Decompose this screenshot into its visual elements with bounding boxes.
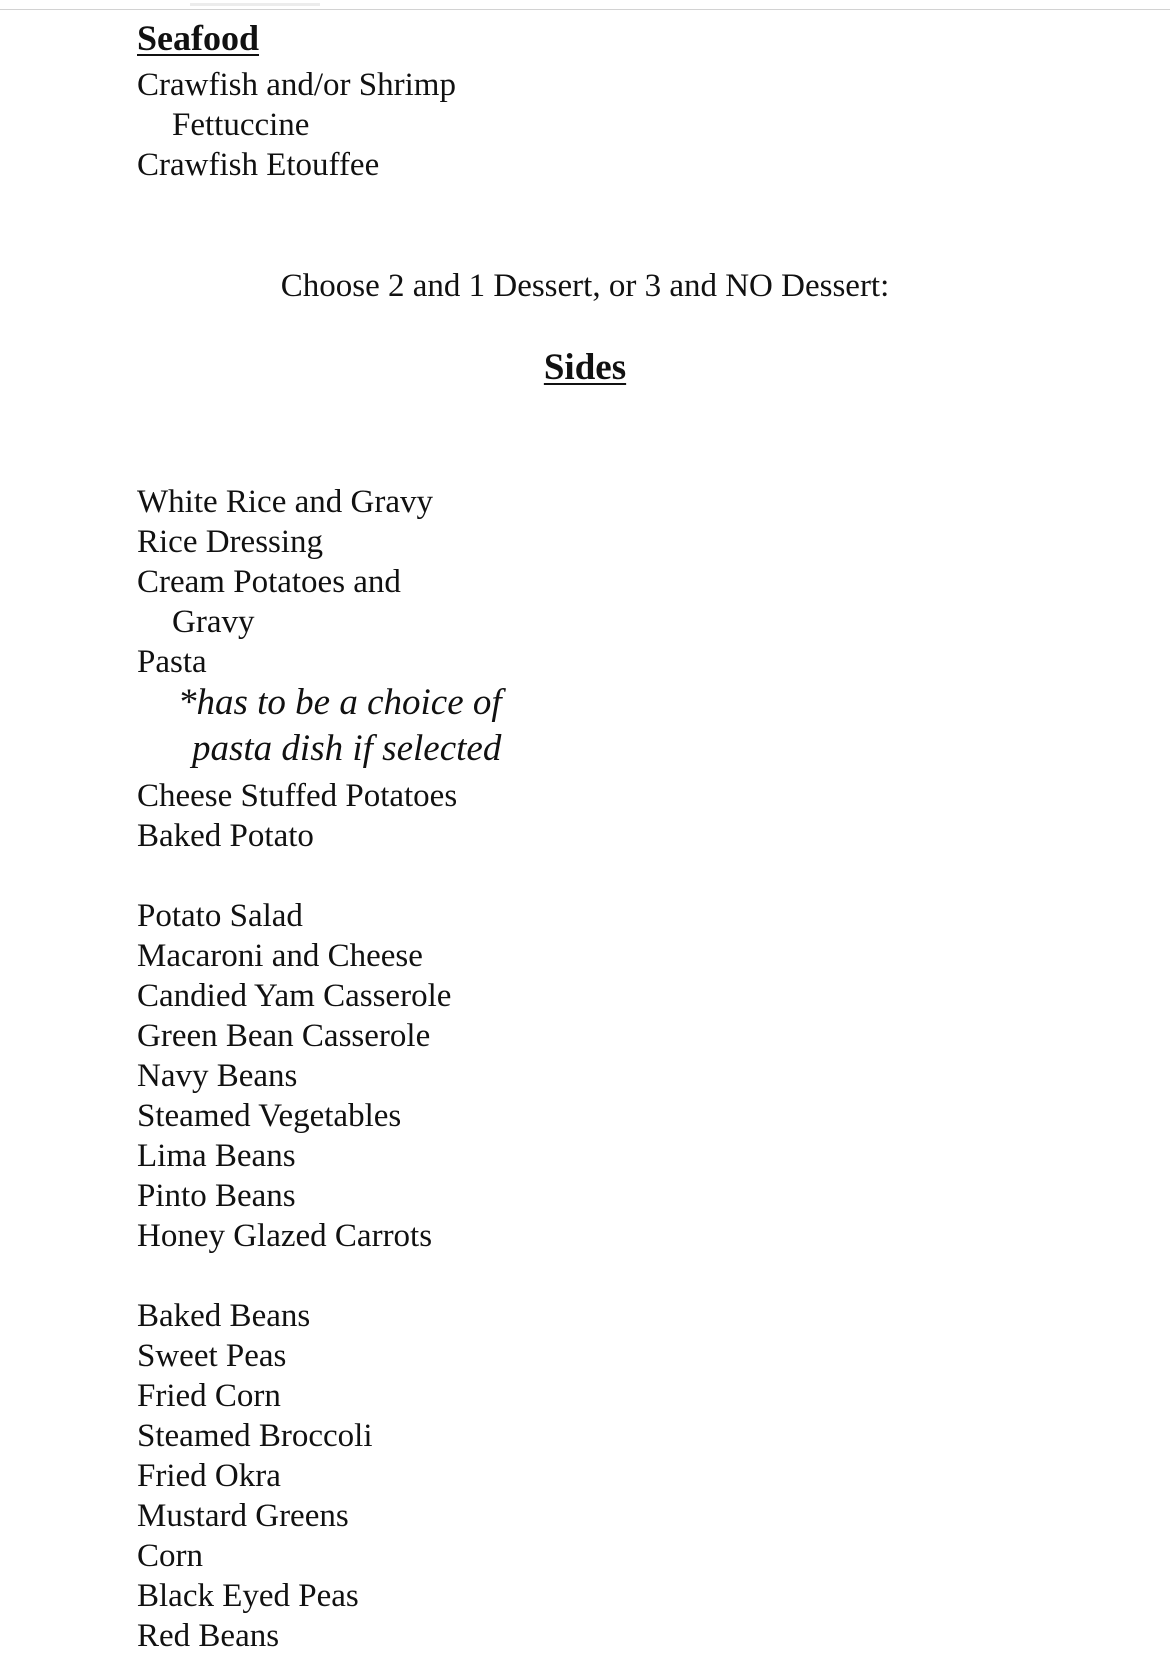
side-item: Navy Beans	[137, 1058, 298, 1094]
seafood-heading: Seafood	[137, 18, 260, 58]
side-item: Corn	[137, 1538, 203, 1574]
side-item: Pasta	[137, 644, 207, 680]
side-item: White Rice and Gravy	[137, 484, 433, 520]
side-item: Honey Glazed Carrots	[137, 1218, 433, 1254]
side-item: Green Bean Casserole	[137, 1018, 431, 1054]
side-item-continuation: Gravy	[172, 604, 255, 640]
pasta-note: *has to be a choice of	[178, 682, 502, 723]
side-item: Macaroni and Cheese	[137, 938, 423, 974]
side-item: Candied Yam Casserole	[137, 978, 452, 1014]
side-item: Steamed Vegetables	[137, 1098, 402, 1134]
side-item: Baked Potato	[137, 818, 314, 854]
side-item: Steamed Broccoli	[137, 1418, 373, 1454]
side-item: Black Eyed Peas	[137, 1578, 359, 1614]
side-item: Mustard Greens	[137, 1498, 349, 1534]
side-item: Sweet Peas	[137, 1338, 287, 1374]
side-item: Cheese Stuffed Potatoes	[137, 778, 458, 814]
side-item: Fried Okra	[137, 1458, 281, 1494]
side-item: Rice Dressing	[137, 524, 324, 560]
seafood-item: Crawfish Etouffee	[137, 147, 380, 183]
side-item: Lima Beans	[137, 1138, 296, 1174]
sides-heading: Sides	[543, 347, 627, 388]
side-item: Potato Salad	[137, 898, 303, 934]
side-item: Cream Potatoes and	[137, 564, 401, 600]
sides-instruction: Choose 2 and 1 Dessert, or 3 and NO Dessert:	[280, 268, 890, 304]
side-item: Baked Beans	[137, 1298, 311, 1334]
top-tab-shade	[190, 3, 320, 6]
seafood-item: Crawfish and/or Shrimp	[137, 67, 456, 103]
seafood-item-continuation: Fettuccine	[172, 107, 310, 143]
side-item: Red Beans	[137, 1618, 280, 1654]
top-border-rule	[0, 9, 1170, 10]
side-item: Pinto Beans	[137, 1178, 296, 1214]
pasta-note-continuation: pasta dish if selected	[192, 728, 502, 769]
side-item: Fried Corn	[137, 1378, 281, 1414]
